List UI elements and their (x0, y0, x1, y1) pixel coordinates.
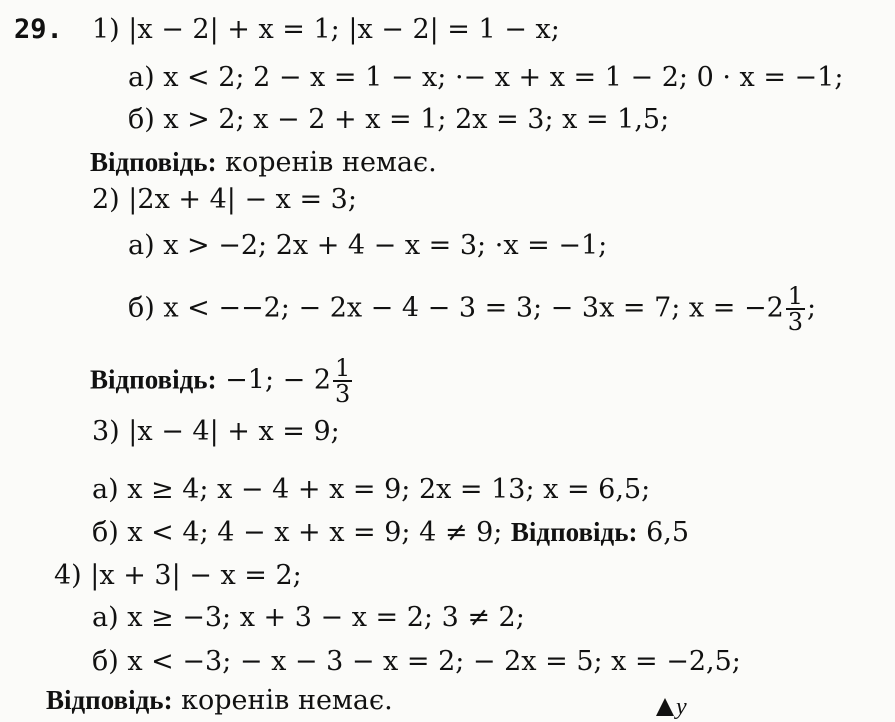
answer-text: коренів немає. (172, 685, 393, 716)
eq-4-case-b: б) x < −3; − x − 3 − x = 2; − 2x = 5; x = −2,5; (92, 646, 741, 677)
eq-3-case-a: а) x ≥ 4; x − 4 + x = 9; 2x = 13; x = 6,5; (92, 474, 651, 505)
eq-3: 3) |x − 4| + x = 9; (92, 416, 340, 447)
problem-number: 29. (14, 14, 63, 45)
fraction (333, 356, 352, 406)
answer-label: Відповідь: (90, 147, 217, 177)
y-axis-label (656, 694, 687, 721)
eq-2-case-b-end: ; (807, 292, 817, 324)
answer-1 (90, 146, 437, 179)
eq-2: 2) |2x + 4| − x = 3; (92, 184, 357, 215)
arrow-up-icon (656, 698, 674, 716)
fraction (786, 284, 805, 334)
eq-1-case-a: а) x < 2; 2 − x = 1 − x; ·− x + x = 1 − 2; 0 · x = −1; (128, 62, 844, 93)
fraction-numerator: 1 (335, 354, 351, 382)
eq-4-case-a: а) x ≥ −3; x + 3 − x = 2; 3 ≠ 2; (92, 602, 525, 633)
eq-2-case-b (128, 284, 816, 334)
answer-value: 6,5 (637, 517, 690, 548)
eq-4: 4) |x + 3| − x = 2; (54, 560, 302, 591)
eq-3-case-b-text: б) x < 4; 4 − x + x = 9; 4 ≠ 9; (92, 517, 511, 548)
answer-text: −1; − 2 (216, 364, 332, 396)
answer-text: коренів немає. (216, 147, 437, 178)
fraction-denominator: 3 (787, 308, 804, 336)
answer-2 (90, 356, 354, 406)
answer-label: Відповідь: (510, 517, 638, 547)
fraction-denominator: 3 (335, 380, 351, 408)
eq-2-case-b-text: б) x < −−2; − 2x − 4 − 3 = 3; − 3x = 7; x = −2 (128, 292, 784, 324)
answer-label: Відповідь: (46, 685, 173, 715)
eq-2-case-a: а) x > −2; 2x + 4 − x = 3; ·x = −1; (128, 230, 608, 261)
answer-4 (46, 684, 393, 717)
eq-1: 1) |x − 2| + x = 1; |x − 2| = 1 − x; (92, 14, 560, 45)
eq-3-case-b (92, 516, 689, 549)
y-axis-letter: y (676, 694, 687, 720)
fraction-numerator: 1 (787, 282, 804, 310)
eq-1-case-b: б) x > 2; x − 2 + x = 1; 2x = 3; x = 1,5; (128, 104, 670, 135)
answer-label: Відповідь: (90, 364, 217, 395)
